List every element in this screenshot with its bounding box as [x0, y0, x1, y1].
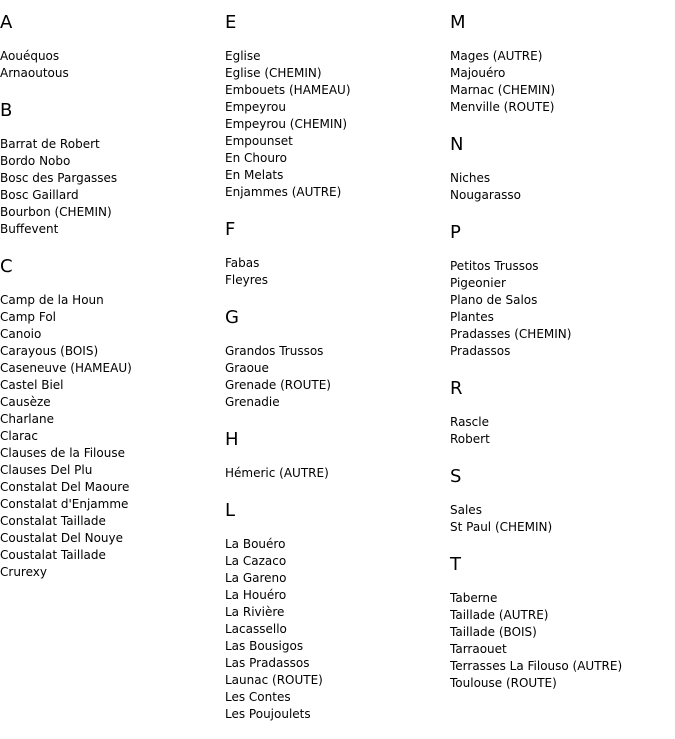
letter-group	[225, 430, 450, 482]
place-link[interactable]: En Melats	[225, 168, 284, 182]
place-list	[0, 136, 225, 238]
place-list	[225, 343, 450, 411]
letter-group	[450, 223, 675, 360]
letter-heading: N	[450, 134, 464, 155]
place-link[interactable]: Bordo Nobo	[0, 154, 71, 168]
place-link[interactable]: Pigeonier	[450, 276, 506, 290]
place-link[interactable]: Aouéquos	[0, 49, 60, 63]
place-link[interactable]: Arnaoutous	[0, 66, 69, 80]
letter-heading: E	[225, 12, 237, 33]
letter-heading: S	[450, 466, 462, 487]
letter-heading: A	[0, 12, 13, 33]
place-link[interactable]: Charlane	[0, 412, 54, 426]
letter-heading: L	[225, 500, 236, 521]
place-list	[450, 258, 675, 360]
place-link[interactable]: Bourbon (CHEMIN)	[0, 205, 112, 219]
place-link[interactable]: Mages (AUTRE)	[450, 49, 543, 63]
place-link[interactable]: Clarac	[0, 429, 38, 443]
letter-group	[450, 135, 675, 204]
place-link[interactable]: Empounset	[225, 134, 293, 148]
place-link[interactable]: Empeyrou (CHEMIN)	[225, 117, 348, 131]
letter-heading: C	[0, 256, 13, 277]
place-link[interactable]: Bosc Gaillard	[0, 188, 79, 202]
place-link[interactable]: Robert	[450, 432, 490, 446]
place-link[interactable]: Embouets (HAMEAU)	[225, 83, 351, 97]
place-link[interactable]: Coustalat Taillade	[0, 548, 106, 562]
place-link[interactable]: Taillade (BOIS)	[450, 625, 537, 639]
place-link[interactable]: Eglise (CHEMIN)	[225, 66, 322, 80]
place-link[interactable]: Grenadie	[225, 395, 280, 409]
place-link[interactable]: Causèze	[0, 395, 51, 409]
place-link[interactable]: La Bouéro	[225, 537, 286, 551]
place-list	[450, 590, 675, 692]
place-link[interactable]: La Cazaco	[225, 554, 287, 568]
letter-group	[450, 379, 675, 448]
place-link[interactable]: Menville (ROUTE)	[450, 100, 555, 114]
place-link[interactable]: Nougarasso	[450, 188, 522, 202]
place-link[interactable]: Graoue	[225, 361, 269, 375]
place-link[interactable]: Sales	[450, 503, 482, 517]
place-link[interactable]: Taillade (AUTRE)	[450, 608, 549, 622]
index-column	[450, 13, 675, 692]
place-link[interactable]: Las Bousigos	[225, 639, 304, 653]
place-link[interactable]: Carayous (BOIS)	[0, 344, 99, 358]
index-column	[0, 13, 225, 581]
place-list	[225, 536, 450, 723]
letter-group	[0, 257, 225, 581]
letter-heading: B	[0, 100, 13, 121]
place-link[interactable]: Enjammes (AUTRE)	[225, 185, 342, 199]
letter-group	[0, 13, 225, 82]
place-link[interactable]: Clauses Del Plu	[0, 463, 93, 477]
place-link[interactable]: Constalat Taillade	[0, 514, 106, 528]
place-link[interactable]: Clauses de la Filouse	[0, 446, 125, 460]
place-link[interactable]: La Houéro	[225, 588, 287, 602]
place-link[interactable]: Les Poujoulets	[225, 707, 311, 721]
letter-heading: M	[450, 12, 466, 33]
letter-heading: T	[450, 554, 461, 575]
place-link[interactable]: Tarraouet	[450, 642, 507, 656]
place-list	[225, 465, 450, 482]
place-link[interactable]: Caseneuve (HAMEAU)	[0, 361, 132, 375]
place-list	[450, 170, 675, 204]
place-link[interactable]: Les Contes	[225, 690, 291, 704]
place-link[interactable]: Petitos Trussos	[450, 259, 539, 273]
index-column	[225, 13, 450, 723]
place-link[interactable]: Marnac (CHEMIN)	[450, 83, 556, 97]
place-link[interactable]: Rascle	[450, 415, 489, 429]
place-link[interactable]: La Gareno	[225, 571, 287, 585]
place-link[interactable]: Castel Biel	[0, 378, 64, 392]
place-list	[450, 48, 675, 116]
place-link[interactable]: Launac (ROUTE)	[225, 673, 323, 687]
place-link[interactable]: La Rivière	[225, 605, 285, 619]
place-link[interactable]: Pradassos	[450, 344, 511, 358]
letter-group	[225, 308, 450, 411]
place-link[interactable]: Crurexy	[0, 565, 47, 579]
place-link[interactable]: Grandos Trussos	[225, 344, 324, 358]
letter-heading: P	[450, 222, 461, 243]
place-link[interactable]: Barrat de Robert	[0, 137, 100, 151]
letter-group	[450, 13, 675, 116]
place-link[interactable]: Taberne	[450, 591, 498, 605]
place-link[interactable]: Constalat d'Enjamme	[0, 497, 129, 511]
place-link[interactable]: Bosc des Pargasses	[0, 171, 118, 185]
place-link[interactable]: Empeyrou	[225, 100, 286, 114]
letter-group	[0, 101, 225, 238]
place-link[interactable]: Buffevent	[0, 222, 59, 236]
place-list	[0, 292, 225, 581]
place-link[interactable]: Canoio	[0, 327, 42, 341]
place-link[interactable]: Toulouse (ROUTE)	[450, 676, 557, 690]
place-list	[450, 502, 675, 536]
letter-group	[450, 555, 675, 692]
letter-heading: R	[450, 378, 463, 399]
place-link[interactable]: St Paul (CHEMIN)	[450, 520, 553, 534]
place-link[interactable]: Constalat Del Maoure	[0, 480, 130, 494]
letter-group	[225, 220, 450, 289]
place-link[interactable]: En Chouro	[225, 151, 287, 165]
place-link[interactable]: Pradasses (CHEMIN)	[450, 327, 572, 341]
place-list	[225, 255, 450, 289]
letter-heading: G	[225, 307, 239, 328]
place-link[interactable]: Hémeric (AUTRE)	[225, 466, 329, 480]
place-link[interactable]: Camp Fol	[0, 310, 57, 324]
letter-group	[450, 467, 675, 536]
place-link[interactable]: Fabas	[225, 256, 260, 270]
place-list	[0, 48, 225, 82]
place-link[interactable]: Plantes	[450, 310, 494, 324]
place-list	[225, 48, 450, 201]
place-link[interactable]: Coustalat Del Nouye	[0, 531, 124, 545]
letter-group	[225, 501, 450, 723]
place-link[interactable]: Terrasses La Filouso (AUTRE)	[450, 659, 623, 673]
place-link[interactable]: Eglise	[225, 49, 261, 63]
place-link[interactable]: Majouéro	[450, 66, 506, 80]
letter-heading: H	[225, 429, 239, 450]
place-link[interactable]: Grenade (ROUTE)	[225, 378, 331, 392]
place-link[interactable]: Las Pradassos	[225, 656, 310, 670]
place-link[interactable]: Lacassello	[225, 622, 287, 636]
letter-group	[225, 13, 450, 201]
place-link[interactable]: Camp de la Houn	[0, 293, 104, 307]
place-link[interactable]: Fleyres	[225, 273, 269, 287]
place-list	[450, 414, 675, 448]
letter-heading: F	[225, 219, 236, 240]
place-link[interactable]: Niches	[450, 171, 491, 185]
place-link[interactable]: Plano de Salos	[450, 293, 538, 307]
